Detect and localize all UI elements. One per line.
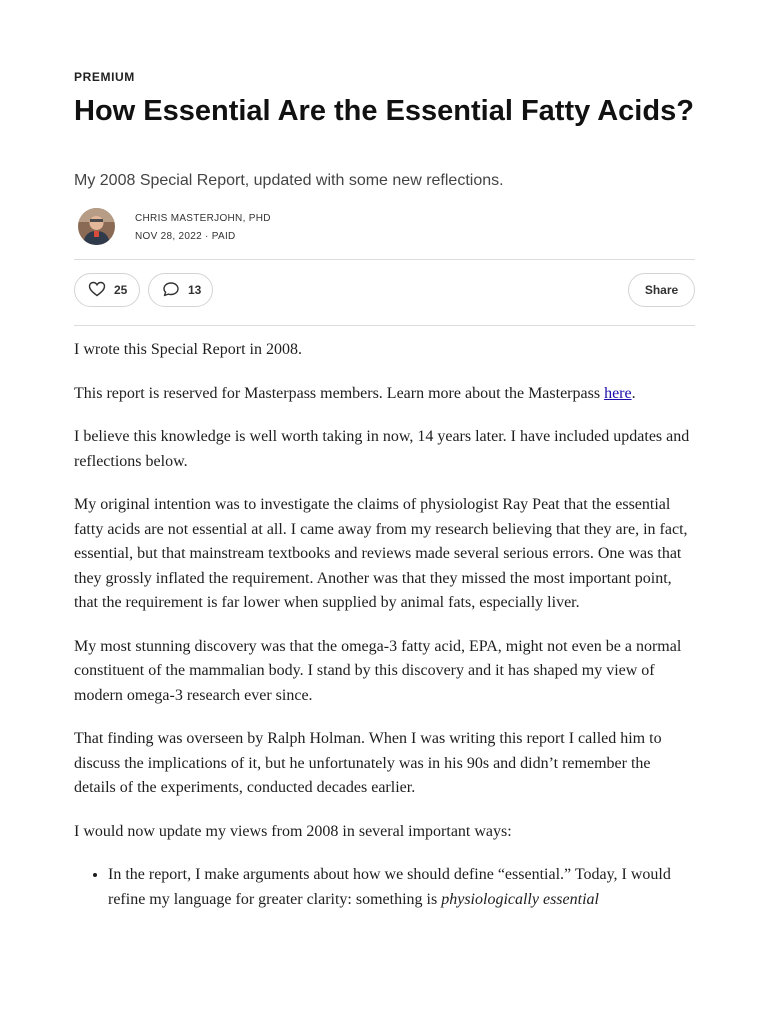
like-count: 25	[114, 283, 128, 297]
like-button[interactable]	[74, 273, 140, 307]
post-title: How Essential Are the Essential Fatty Acids?	[74, 95, 694, 127]
updates-list	[74, 863, 695, 912]
author-name[interactable]: CHRIS MASTERJOHN, PHD	[135, 213, 271, 224]
byline	[78, 207, 271, 245]
paragraph: I believe this knowledge is well worth taking in now, 14 years later. I have included updates and reflections below.	[74, 428, 690, 470]
paragraph: That finding was overseen by Ralph Holman. When I was writing this report I called him to discuss the implications of it, but he unfortunately was in his 90s and didn’t remember the details of the experiments, conducted decades earlier.	[74, 730, 662, 796]
divider-bottom	[74, 325, 695, 326]
paragraph: My original intention was to investigate the claims of physiologist Ray Peat that the essential fatty acids are not essential at all. I came away from my research believing that they are, in fact, essential, but that mainstream textbooks and reviews made several serious errors. One was that they grossly inflated the requirement. Another was that they missed the most important point, that the requirement is far lower when supplied by animal fats, especially liver.	[74, 496, 688, 611]
share-button[interactable]: Share	[628, 273, 695, 307]
paragraph: I would now update my views from 2008 in several important ways:	[74, 822, 512, 840]
list-item: • In the report, I make arguments about how we should define “essential.” Today, I would refine my language for greater clarity: something is physiologically essential	[108, 863, 695, 912]
comment-count: 13	[188, 283, 202, 297]
paragraph: This report is reserved for Masterpass members. Learn more about the Masterpass here.	[74, 384, 636, 402]
paragraph: I wrote this Special Report in 2008.	[74, 341, 302, 358]
premium-label: PREMIUM	[74, 70, 135, 84]
post-date: NOV 28, 2022 · PAID	[135, 231, 236, 242]
heart-icon	[88, 281, 106, 300]
post-actions	[74, 273, 695, 311]
author-avatar[interactable]	[78, 208, 115, 245]
comment-icon	[162, 281, 180, 300]
author-meta	[135, 210, 271, 246]
comment-button[interactable]	[148, 273, 213, 307]
paragraph: My most stunning discovery was that the omega-3 fatty acid, EPA, might not even be a normal constituent of the mammalian body. I stand by this discovery and it has shaped my view of modern omega-3 research ever since.	[74, 637, 682, 704]
post-body	[74, 338, 695, 912]
post-subtitle: My 2008 Special Report, updated with some new reflections.	[74, 172, 504, 189]
divider-top	[74, 259, 695, 260]
masterpass-link[interactable]: here	[604, 384, 632, 402]
